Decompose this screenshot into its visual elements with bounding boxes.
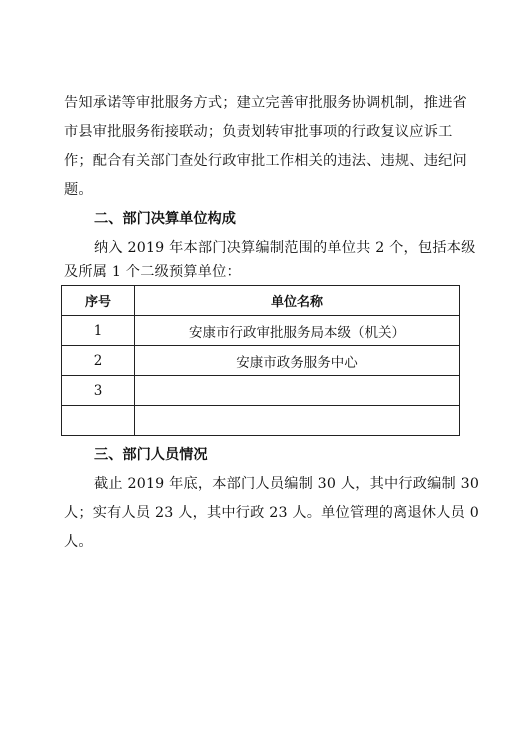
table-row — [62, 316, 460, 346]
body-paragraph-line: 题。 — [64, 182, 93, 198]
cell-serial: 2 — [62, 346, 135, 376]
section3-text-line: 人。 — [64, 534, 93, 550]
cell-unit-name: 安康市行政审批服务局本级（机关） — [135, 316, 460, 346]
body-paragraph-line: 告知承诺等审批服务方式；建立完善审批服务协调机制，推进省 — [64, 95, 467, 111]
table-row — [62, 376, 460, 406]
header-unit-name: 单位名称 — [135, 286, 460, 316]
cell-unit-name: 安康市政务服务中心 — [135, 346, 460, 376]
cell-serial: 1 — [62, 316, 135, 346]
body-paragraph-line: 作；配合有关部门查处行政审批工作相关的违法、违规、违纪问 — [64, 153, 467, 169]
section2-text-line: 纳入 2019 年本部门决算编制范围的单位共 2 个，包括本级 — [94, 240, 476, 256]
cell-serial: 3 — [62, 376, 135, 406]
units-table — [61, 285, 460, 436]
section2-text-line: 及所属 1 个二级预算单位： — [64, 264, 241, 280]
header-serial-number: 序号 — [62, 286, 135, 316]
table-row — [62, 346, 460, 376]
section3-text-line: 人；实有人员 23 人，其中行政 23 人。单位管理的离退休人员 0 — [64, 505, 479, 521]
cell-unit-name — [135, 406, 460, 436]
section-heading-personnel: 三、部门人员情况 — [94, 447, 208, 463]
cell-unit-name — [135, 376, 460, 406]
table-header-row — [62, 286, 460, 316]
section3-text-line: 截止 2019 年底，本部门人员编制 30 人，其中行政编制 30 — [94, 476, 480, 492]
section-heading-unit-composition: 二、部门决算单位构成 — [94, 211, 236, 227]
cell-serial — [62, 406, 135, 436]
table-row — [62, 406, 460, 436]
body-paragraph-line: 市县审批服务衔接联动；负责划转审批事项的行政复议应诉工 — [64, 124, 453, 140]
